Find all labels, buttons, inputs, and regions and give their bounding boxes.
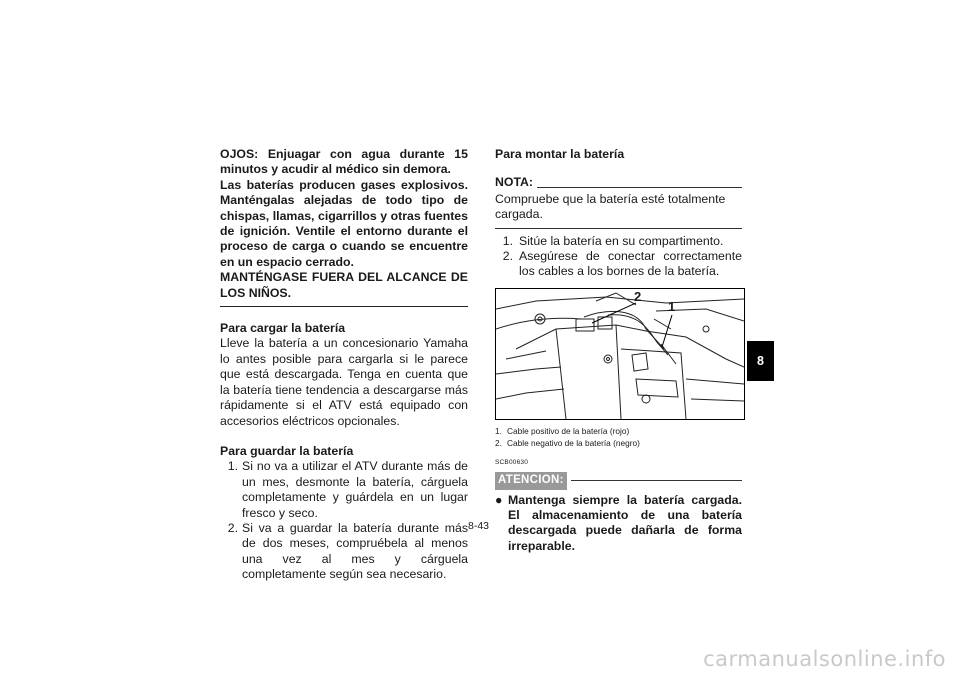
warning-end-rule	[220, 306, 468, 307]
callout-2: 2	[634, 288, 642, 304]
step-text: Asegúrese de conectar correctamente los cables a los bornes de la batería.	[519, 249, 742, 279]
battery-line-drawing	[496, 289, 744, 419]
watermark-text: carmanualsonline.info	[703, 647, 946, 671]
warning-line-children: MANTÉNGASE FUERA DEL ALCANCE DE LOS NIÑOS.	[220, 270, 468, 300]
nota-label: NOTA:	[495, 175, 534, 190]
step-text: Si no va a utilizar el ATV durante más de un mes, desmonte la batería, cárguela completamente y guárdela en un lugar fresco y seco.	[242, 459, 468, 520]
nota-text: Compruebe que la batería esté totalmente cargada.	[495, 191, 726, 222]
chapter-tab: 8	[747, 341, 774, 381]
list-item	[495, 249, 742, 280]
callout-1: 1	[668, 298, 676, 314]
step-text: Si va a guardar la batería durante más de dos meses, compruébela al menos una vez al mes y cárguela completamente según sea necesario.	[242, 520, 468, 582]
step-number: 1.	[502, 233, 513, 248]
step-number: 2.	[227, 520, 238, 535]
mount-steps-list	[495, 234, 742, 280]
reference-code: SCB00630	[495, 458, 529, 466]
step-number: 2.	[502, 249, 513, 264]
warning-block	[220, 147, 468, 301]
left-column	[220, 147, 468, 583]
atencion-label: ATENCION:	[495, 472, 567, 489]
page-number: 8-43	[468, 520, 490, 532]
caption-text: Cable negativo de la batería (negro)	[507, 438, 640, 449]
caption-number: 1.	[495, 425, 502, 436]
nota-header-rule	[537, 187, 742, 188]
caption-item	[495, 437, 742, 450]
mount-heading: Para montar la batería	[495, 147, 625, 161]
atencion-bullet-item	[495, 493, 742, 555]
warning-line-eyes: OJOS: Enjuagar con agua durante 15 minutos y acudir al médico sin demora.	[220, 147, 468, 177]
caption-item	[495, 425, 742, 438]
charge-heading: Para cargar la batería	[220, 321, 346, 336]
step-text: Sitúe la batería en su compartimento.	[519, 233, 724, 248]
caption-text: Cable positivo de la batería (rojo)	[507, 425, 630, 436]
atencion-header	[495, 472, 742, 489]
step-number: 1.	[227, 459, 238, 474]
nota-header	[495, 175, 742, 190]
list-item	[495, 234, 742, 249]
bullet-icon: ●	[495, 492, 503, 507]
list-item	[220, 521, 468, 583]
right-column	[495, 147, 742, 554]
list-item	[220, 459, 468, 521]
callout-leader-1	[662, 315, 672, 347]
figure-captions	[495, 425, 742, 450]
battery-illustration	[495, 288, 745, 420]
warning-line-gases: Las baterías producen gases explosivos. Manténgalas alejadas de todo tipo de chispas, llamas, cigarrillos y otras fuentes de ignición. Ventile el entorno durante el proceso de carga o cuando se encuentre en un espacio cerrado.	[220, 177, 468, 269]
store-steps-list	[220, 459, 468, 582]
atencion-header-rule	[571, 480, 742, 481]
caption-number: 2.	[495, 438, 502, 449]
nota-end-rule	[495, 228, 742, 229]
atencion-text: Mantenga siempre la batería cargada. El almacenamiento de una batería descargada puede dañarla de forma irreparable.	[508, 492, 742, 553]
charge-paragraph: Lleve la batería a un concesionario Yamaha lo antes posible para cargarla si le parece que está descargada. Tenga en cuenta que la batería tiene tendencia a descargarse más rápidamente si el ATV está equipado con accesorios eléctricos opcionales.	[220, 336, 468, 428]
store-heading: Para guardar la batería	[220, 443, 354, 458]
